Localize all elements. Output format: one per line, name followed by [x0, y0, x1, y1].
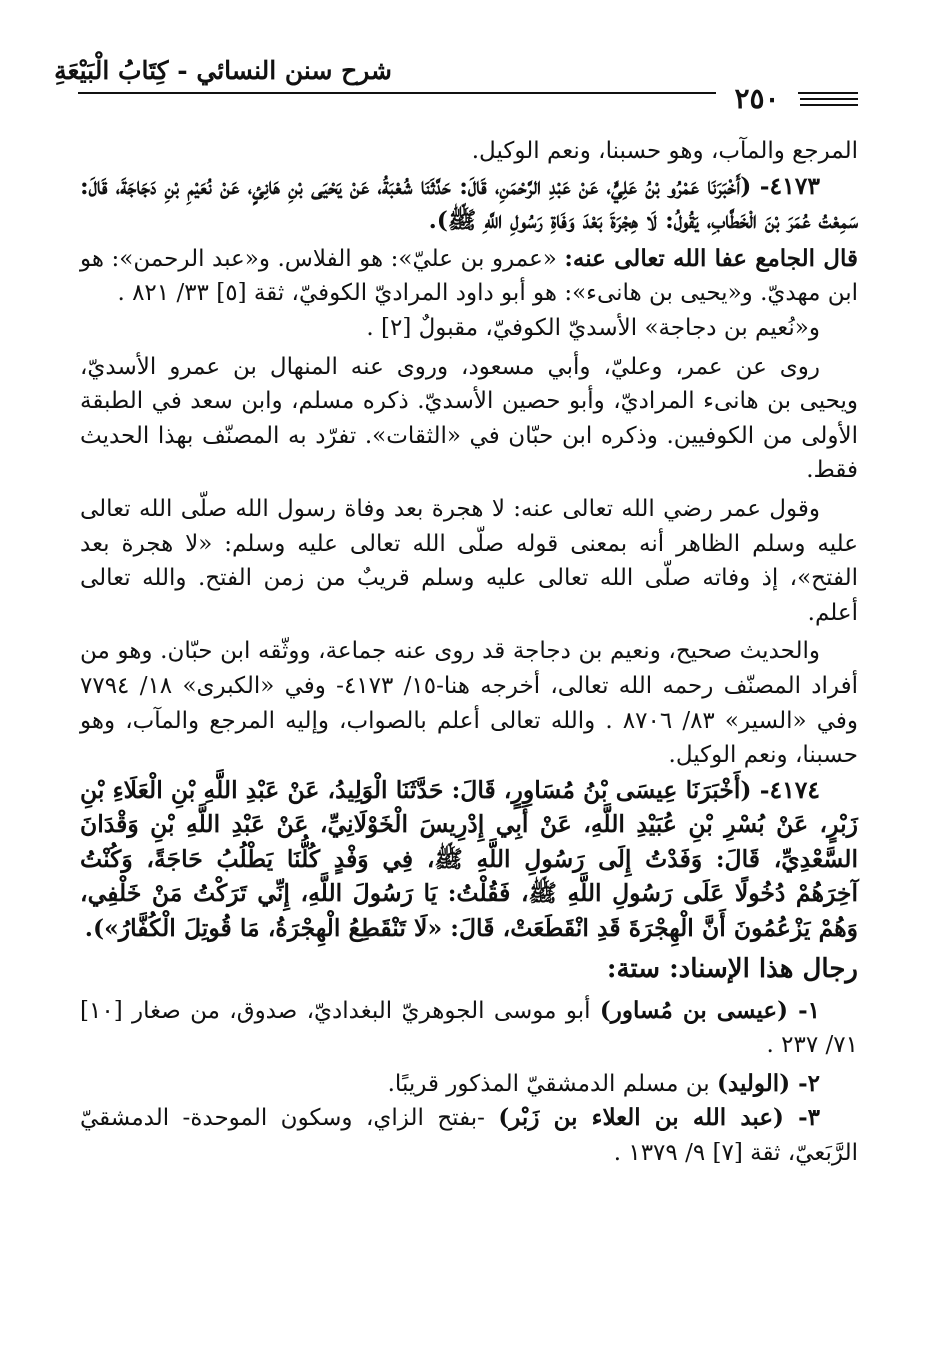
- paragraph-nuaim-grade: و«نُعيم بن دجاجة» الأسديّ الكوفيّ، مقبولٌ [٢] .: [366, 314, 820, 341]
- paragraph-narrators-commentary: [80, 242, 858, 311]
- header-title: شرح سنن النسائي - كِتَابُ الْبَيْعَةِ: [54, 56, 392, 85]
- paragraph-umar-saying: وقول عمر رضي الله تعالى عنه: لا هجرة بعد وفاة رسول الله صلّى الله تعالى عليه وسلم الظاهر أنه بمعنى قوله صلّى الله تعالى عليه وسلم: «لا هجرة بعد الفتح»، إذ وفاته صلّى الله تعالى عليه وسلم قريبٌ من زمن الفتح. والله تعالى أعلم.: [80, 495, 858, 626]
- header-double-rule-lower: [800, 104, 858, 106]
- narrator-3-text: -بفتح الزاي، وسكون الموحدة- الدمشقيّ الرَّبَعيّ، ثقة [٧] ٩/ ١٣٧٩ .: [80, 1105, 858, 1167]
- page-body: [80, 134, 858, 1171]
- narrator-2-text: بن مسلم الدمشقيّ المذكور قريبًا.: [387, 1070, 718, 1097]
- narrator-3-name: ٣- (عبد الله بن العلاء بن زَبْر): [498, 1104, 820, 1132]
- narrator-1-text: أبو موسى الجوهريّ البغداديّ، صدوق، من صغار [١٠] ٧١/ ٢٣٧ .: [80, 997, 858, 1059]
- narrator-1-name: ١- (عيسى بن مُساور): [599, 996, 820, 1024]
- narrator-1: [80, 994, 858, 1063]
- header-double-rule-upper: [800, 98, 858, 100]
- hadith-4174: ٤١٧٤- (أَخْبَرَنَا عِيسَى بْنُ مُسَاوِرٍ، قَالَ: حَدَّثَنَا الْوَلِيدُ، عَنْ عَبْدِ اللَّهِ بْنِ الْعَلَاءِ بْنِ زَبْرٍ، عَنْ بُسْرِ بْنِ عُبَيْدِ اللَّهِ، عَنْ أَبِي إِدْرِيسَ الْخَوْلَانِيِّ، عَنْ عَبْدِ اللَّهِ بْنِ وَقْدَانَ السَّعْدِيِّ، قَالَ: وَفَدْتُ إِلَى رَسُولِ اللَّهِ ﷺ، فِي وَفْدٍ كُلُّنَا يَطْلُبُ حَاجَةً، وَكُنْتُ آخِرَهُمْ دُخُولًا عَلَى رَسُولِ اللَّهِ ﷺ، فَقُلْتُ: يَا رَسُولَ اللَّهِ، إِنِّي تَرَكْتُ مَنْ خَلْفِي، وَهُمْ يَزْعُمُونَ أَنَّ الْهِجْرَةَ قَدِ انْقَطَعَتْ، قَالَ: «لَا تَنْقَطِعُ الْهِجْرَةُ، مَا قُوتِلَ الْكُفَّارُ»).: [80, 775, 858, 943]
- section-heading-narrators: رجال هذا الإسناد: ستة:: [606, 953, 858, 984]
- paragraph-takhrij: والحديث صحيح، ونعيم بن دجاجة قد روى عنه جماعة، ووثّقه ابن حبّان. وهو من أفراد المصنّف رحمه الله تعالى، أخرجه هنا-١٥/ ٤١٧٣- وفي «الكبرى» ١٨/ ٧٧٩٤ وفي «السير» ٨٣/ ٨٧٠٦ . والله تعالى أعلم بالصواب، وإليه المرجع والمآب، وهو حسبنا، ونعم الوكيل.: [80, 638, 858, 769]
- narrator-2: [80, 1067, 858, 1102]
- commentary-lead: قال الجامع عفا الله تعالى عنه:: [564, 244, 858, 272]
- commentary-text: «عمرو بن عليّ»: هو الفلاس. و«عبد الرحمن»: هو ابن مهديّ. و«يحيى بن هانىء»: هو أبو داود المراديّ الكوفيّ، ثقة [٥] ٣٣/ ٨٢١ .: [80, 245, 858, 307]
- running-header: [0, 52, 940, 122]
- page-number: ٢٥٠: [716, 82, 798, 116]
- narrator-3: [80, 1101, 858, 1170]
- hadith-4173: ٤١٧٣- (أَخْبَرَنَا عَمْرُو بْنُ عَلِيٍّ، عَنْ عَبْدِ الرَّحْمَنِ، قَالَ: حَدَّثَنَا شُعْبَةُ، عَنْ يَحْيَى بْنِ هَانِئٍ، عَنْ نُعَيْمِ بْنِ دَجَاجَةَ، قَالَ: سَمِعْتُ عُمَرَ بْنَ الْخَطَّابِ، يَقُولُ: لَا هِجْرَةَ بَعْدَ وَفَاةِ رَسُولِ اللَّهِ ﷺ).: [80, 171, 858, 235]
- narrator-2-name: ٢- (الوليد): [717, 1069, 820, 1097]
- paragraph-nuaim-biography: روى عن عمر، وعليّ، وأبي مسعود، وروى عنه المنهال بن عمرو الأسديّ، ويحيى بن هانىء المراديّ، وأبو حصين الأسديّ. ذكره مسلم، وابن سعد في الطبقة الأولى من الكوفيين. وذكره ابن حبّان في «الثقات». تفرّد به المصنّف بهذا الحديث فقط.: [80, 353, 858, 484]
- paragraph-closing-formula: المرجع والمآب، وهو حسبنا، ونعم الوكيل.: [471, 138, 858, 164]
